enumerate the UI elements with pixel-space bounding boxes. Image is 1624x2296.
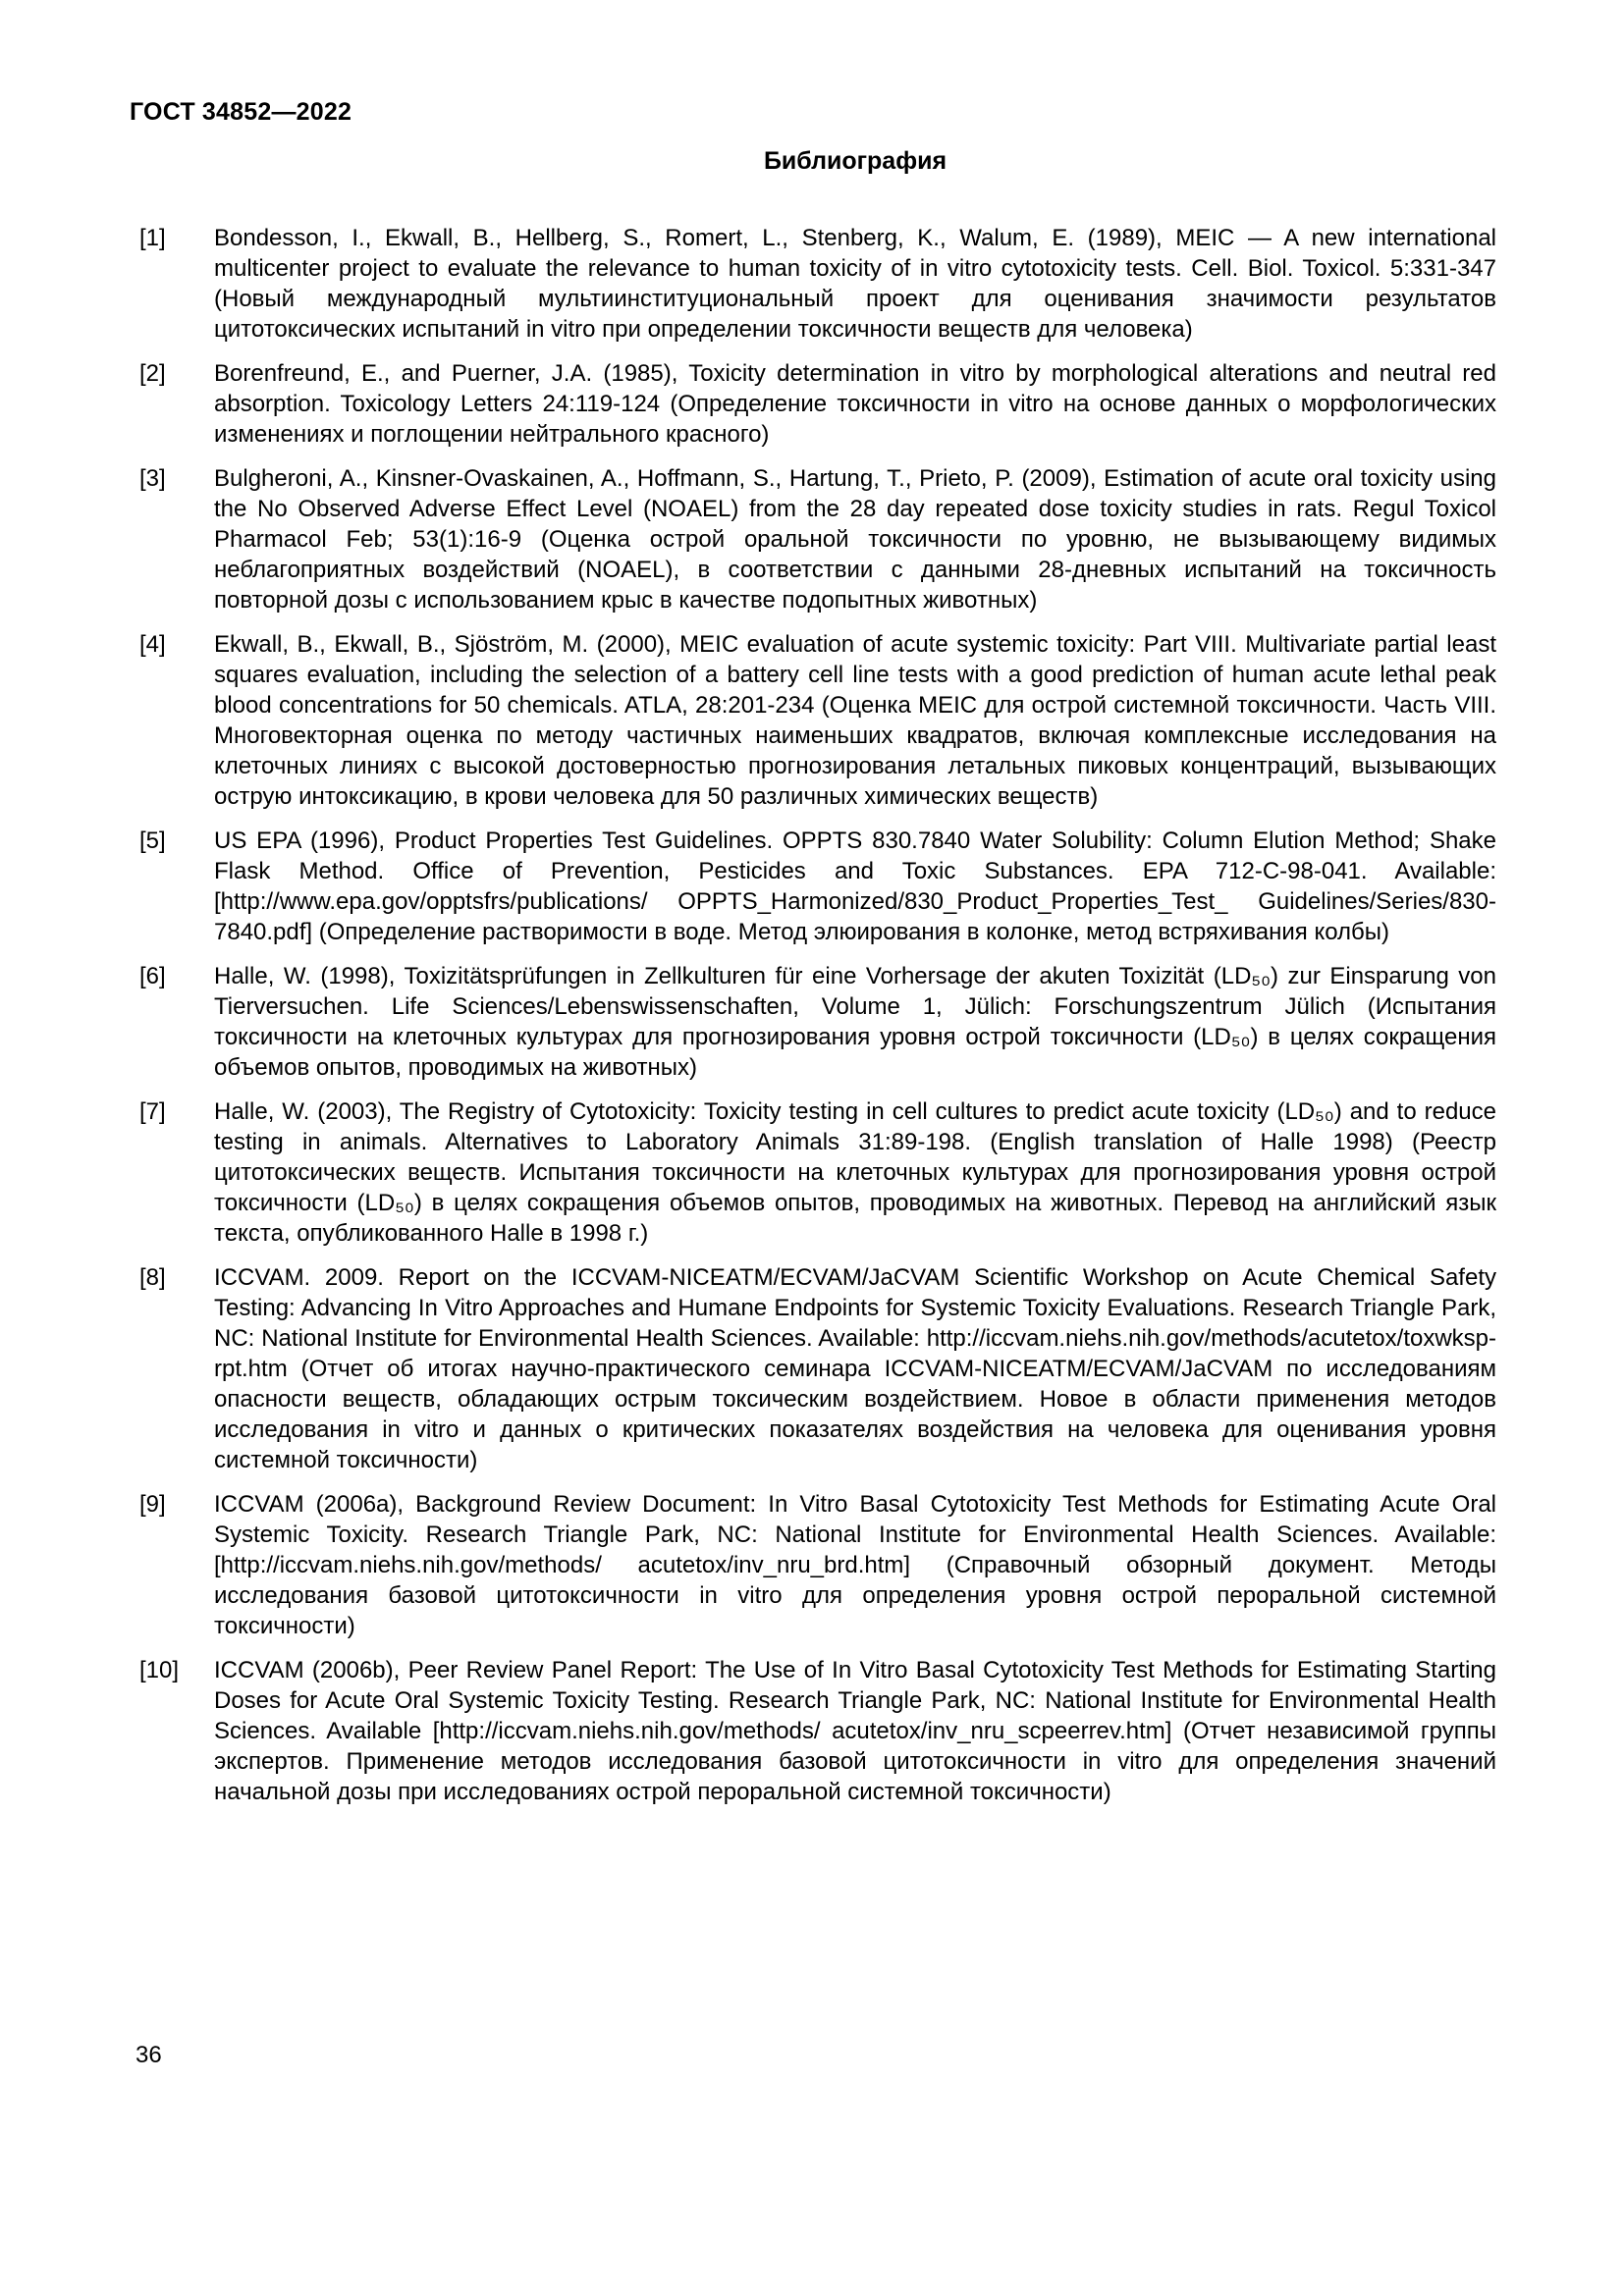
reference-text: Halle, W. (2003), The Registry of Cytotoxicity: Toxicity testing in cell cultures to predict acute toxicity (LD₅₀) and to reduce testing in animals. Alternatives to Laboratory Animals 31:89-198. (English translation of Halle 1998) (Реестр цитотоксических веществ. Испытания токсичности на клеточных культурах для прогнозирования уровня острой токсичности (LD₅₀) в целях сокращения объемов опытов, проводимых на животных. Перевод на английский язык текста, опубликованного Halle в 1998 г.) [214, 1098, 1496, 1247]
reference-text: Bulgheroni, A., Kinsner-Ovaskainen, A., Hoffmann, S., Hartung, T., Prieto, P. (2009), Estimation of acute oral toxicity using the No Observed Adverse Effect Level (NOAEL) from the 28 day repeated dose toxicity studies in rats. Regul Toxicol Pharmacol Feb; 53(1):16-9 (Оценка острой оральной токсичности по уровню, не вызывающему видимых неблагоприятных воздействий (NOAEL), в соответствии с данными 28-дневных испытаний на токсичность повторной дозы с использованием крыс в качестве подопытных животных) [214, 465, 1496, 614]
reference-number: [6] [139, 963, 166, 989]
page-number: 36 [135, 2042, 162, 2068]
reference-number: [1] [139, 225, 166, 251]
reference-number: [9] [139, 1491, 166, 1518]
reference-item [130, 1655, 1496, 1807]
reference-text: Borenfreund, E., and Puerner, J.A. (1985), Toxicity determination in vitro by morphological alterations and neutral red absorption. Toxicology Letters 24:119-124 (Определение токсичности in vitro на основе данных о морфологических изменениях и поглощении нейтрального красного) [214, 360, 1496, 448]
reference-number: [7] [139, 1098, 166, 1125]
document-header: ГОСТ 34852—2022 [130, 98, 352, 126]
reference-text: US EPA (1996), Product Properties Test Guidelines. OPPTS 830.7840 Water Solubility: Column Elution Method; Shake Flask Method. Office of Prevention, Pesticides and Toxic Substances. EPA 712-C-98-041. Available: [http://www.epa.gov/opptsfrs/publications/ OPPTS_Harmonized/830_Product_Properties_Test_ Guidelines/Series/830-7840.pdf] (Определение растворимости в воде. Метод элюирования в колонке, метод встряхивания колбы) [214, 828, 1496, 945]
reference-number: [5] [139, 828, 166, 854]
reference-text: Ekwall, B., Ekwall, B., Sjöström, M. (2000), MEIC evaluation of acute systemic toxicity: Part VIII. Multivariate partial least squares evaluation, including the selection of a battery cell line tests with a good prediction of human acute lethal peak blood concentrations for 50 chemicals. ATLA, 28:201-234 (Оценка MEIC для острой системной токсичности. Часть VIII. Многовекторная оценка по методу частичных наименьших квадратов, включая комплексные исследования на клеточных линиях с высокой достоверностью прогнозирования летальных пиковых концентраций, вызывающих острую интоксикацию, в крови человека для 50 различных химических веществ) [214, 631, 1496, 810]
reference-number: [3] [139, 465, 166, 492]
reference-number: [10] [139, 1657, 180, 1683]
reference-item [130, 1489, 1496, 1641]
document-body [130, 147, 1496, 1821]
reference-item [130, 1096, 1496, 1249]
reference-item [130, 223, 1496, 345]
reference-item [130, 961, 1496, 1083]
bibliography-list [130, 223, 1496, 1807]
reference-text: ICCVAM. 2009. Report on the ICCVAM-NICEATM/ECVAM/JaCVAM Scientific Workshop on Acute Chemical Safety Testing: Advancing In Vitro Approaches and Humane Endpoints for Systemic Toxicity Evaluations. Research Triangle Park, NC: National Institute for Environmental Health Sciences. Available: http://iccvam.niehs.nih.gov/methods/acutetox/toxwksp-rpt.htm (Отчет об итогах научно-практического семинара ICCVAM-NICEATM/ECVAM/JaCVAM по исследованиям опасности веществ, обладающих острым токсическим воздействием. Новое в области применения методов исследования in vitro и данных о критических показателях воздействия на человека для оценивания уровня системной токсичности) [214, 1264, 1496, 1473]
reference-item [130, 358, 1496, 450]
reference-text: ICCVAM (2006b), Peer Review Panel Report: The Use of In Vitro Basal Cytotoxicity Test Methods for Estimating Starting Doses for Acute Oral Systemic Toxicity Testing. Research Triangle Park, NC: National Institute for Environmental Health Sciences. Available [http://iccvam.niehs.nih.gov/methods/ acutetox/inv_nru_scpeerrev.htm] (Отчет независимой группы экспертов. Применение методов исследования базовой цитотоксичности in vitro для определения значений начальной дозы при исследованиях острой пероральной системной токсичности) [214, 1657, 1496, 1805]
reference-item [130, 826, 1496, 947]
reference-number: [8] [139, 1264, 166, 1291]
reference-text: ICCVAM (2006a), Background Review Document: In Vitro Basal Cytotoxicity Test Methods for Estimating Acute Oral Systemic Toxicity. Research Triangle Park, NC: National Institute for Environmental Health Sciences. Available: [http://iccvam.niehs.nih.gov/methods/ acutetox/inv_nru_brd.htm] (Справочный обзорный документ. Методы исследования базовой цитотоксичности in vitro для определения уровня острой пероральной системной токсичности) [214, 1491, 1496, 1639]
reference-item [130, 1262, 1496, 1475]
reference-text: Halle, W. (1998), Toxizitätsprüfungen in Zellkulturen für eine Vorhersage der akuten Toxizität (LD₅₀) zur Einsparung von Tierversuchen. Life Sciences/Lebenswissenschaften, Volume 1, Jülich: Forschungszentrum Jülich (Испытания токсичности на клеточных культурах для прогнозирования уровня острой токсичности (LD₅₀) в целях сокращения объемов опытов, проводимых на животных) [214, 963, 1496, 1081]
reference-number: [4] [139, 631, 166, 658]
reference-item [130, 629, 1496, 812]
reference-item [130, 463, 1496, 615]
section-title: Библиография [763, 147, 947, 175]
reference-text: Bondesson, I., Ekwall, B., Hellberg, S., Romert, L., Stenberg, K., Walum, E. (1989), MEIC — A new international multicenter project to evaluate the relevance to human toxicity of in vitro cytotoxicity tests. Cell. Biol. Toxicol. 5:331-347 (Новый международный мультиинституциональный проект для оценивания значимости результатов цитотоксических испытаний in vitro при определении токсичности веществ для человека) [214, 225, 1496, 343]
reference-number: [2] [139, 360, 166, 387]
